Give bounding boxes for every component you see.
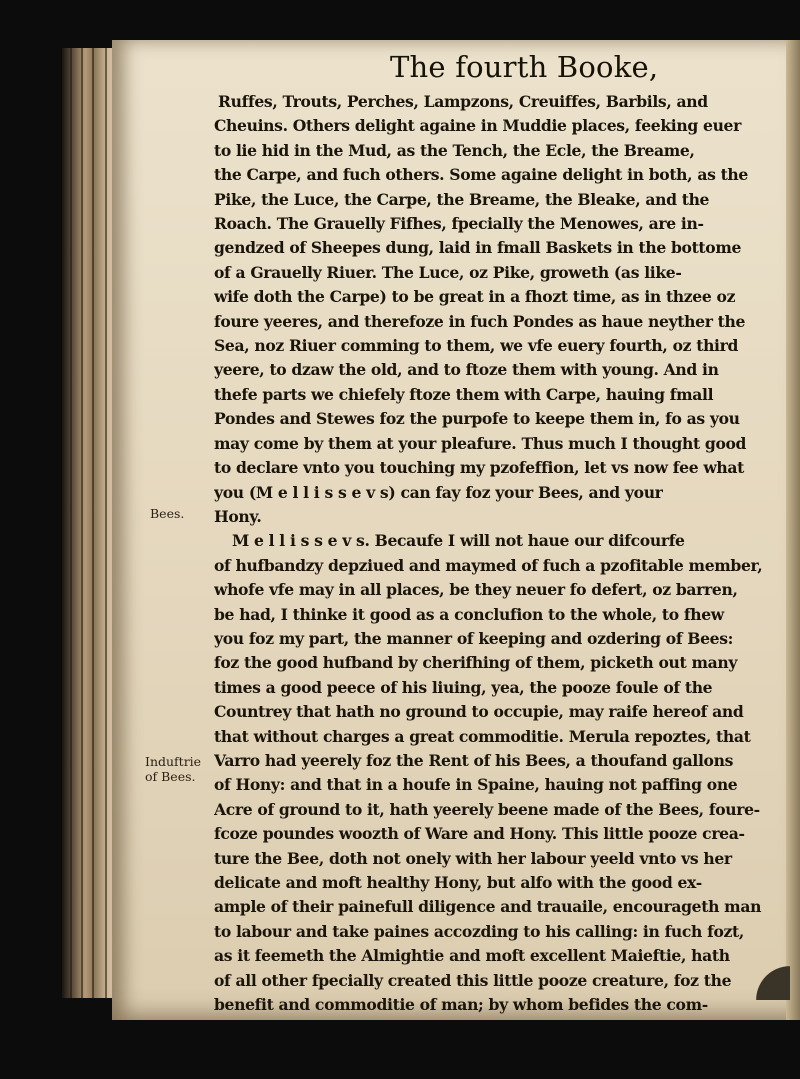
body-text — [214, 90, 786, 1042]
text-line: benefit and commoditie of man; by whom befides the com- — [214, 995, 708, 1015]
running-head: The fourth Booke, — [390, 50, 659, 84]
margin-note-bees: Bees. — [150, 506, 185, 521]
text-line: you (M e l l i s s e v s) can fay foz your Bees, and your — [214, 482, 663, 502]
text-line: of all other fpecially created this little pooze creature, foz the — [214, 970, 732, 990]
text-line: thefe parts we chiefely ftoze them with Carpe, hauing fmall — [214, 384, 714, 404]
scan-background — [112, 1020, 800, 1079]
text-line: Hony. — [214, 506, 262, 526]
text-line: yeere, to dzaw the old, and to ftoze them with young. And in — [214, 360, 719, 380]
text-line: to lie hid in the Mud, as the Tench, the Ecle, the Breame, — [214, 140, 695, 160]
text-line: you foz my part, the manner of keeping and ozdering of Bees: — [214, 628, 734, 648]
text-line: ture the Bee, doth not onely with her labour yeeld vnto vs her — [214, 848, 732, 868]
text-line: Varro had yeerely foz the Rent of his Bees, a thoufand gallons — [214, 750, 734, 770]
text-line: Sea, noz Riuer comming to them, we vfe euery fourth, oz third — [214, 336, 739, 356]
text-line: whofe vfe may in all places, be they neuer fo defert, oz barren, — [214, 580, 738, 600]
text-line: to labour and take paines accozding to his calling: in fuch fozt, — [214, 921, 744, 941]
text-line: Ruffes, Trouts, Perches, Lampzons, Creuiffes, Barbils, and — [218, 92, 708, 111]
margin-note-line: Induftrie — [145, 754, 202, 769]
text-line: as it feemeth the Almightie and moft excellent Maieftie, hath — [214, 946, 730, 966]
text-line: Countrey that hath no ground to occupie, may raife hereof and — [214, 702, 744, 722]
text-line: ample of their painefull diligence and trauaile, encourageth man — [214, 897, 762, 917]
text-line: Roach. The Grauelly Fifhes, fpecially the Menowes, are in- — [214, 214, 704, 234]
text-line: Cheuins. Others delight againe in Muddie places, feeking euer — [214, 116, 741, 136]
page-corner-curl — [744, 960, 790, 1000]
text-line: be had, I thinke it good as a conclufion to the whole, to fhew — [214, 604, 724, 624]
text-line: of a Grauelly Riuer. The Luce, oz Pike, groweth (as like- — [214, 262, 682, 282]
text-line: times a good peece of his liuing, yea, the pooze foule of the — [214, 677, 713, 697]
text-line: the Carpe, and fuch others. Some againe delight in both, as the — [214, 165, 748, 185]
text-line: Pike, the Luce, the Carpe, the Breame, the Bleake, and the — [214, 189, 710, 209]
text-line: wife doth the Carpe) to be great in a fhozt time, as in thzee oz — [214, 287, 736, 307]
text-line: fcoze poundes woozth of Ware and Hony. This little pooze crea- — [214, 824, 745, 844]
text-line: gendzed of Sheepes dung, laid in fmall Baskets in the bottome — [214, 238, 742, 258]
text-line: delicate and moft healthy Hony, but alfo with the good ex- — [214, 873, 702, 892]
text-line: foz the good hufband by cherifhing of them, picketh out many — [214, 653, 738, 673]
text-line: of hufbandzy depziued and maymed of fuch a pzofitable member, — [214, 555, 763, 575]
text-line: that without charges a great commoditie. Merula repoztes, that — [214, 726, 751, 746]
text-line: of Hony: and that in a houfe in Spaine, hauing not paffing one — [214, 775, 738, 795]
text-line: foure yeeres, and therefoze in fuch Pondes as haue neyther the — [214, 311, 746, 331]
text-line: Pondes and Stewes foz the purpofe to keepe them in, fo as you — [214, 409, 740, 429]
page-edge — [786, 40, 800, 1020]
margin-note-line: of Bees. — [145, 769, 196, 784]
text-line: M e l l i s s e v s. Becaufe I will not haue our difcourfe — [232, 531, 685, 551]
margin-note-industrie — [145, 754, 209, 784]
text-line: may come by them at your pleafure. Thus much I thought good — [214, 433, 747, 453]
text-line: Acre of ground to it, hath yeerely beene made of the Bees, foure- — [214, 799, 760, 819]
text-line: to declare vnto you touching my pzofeffion, let vs now fee what — [214, 458, 745, 478]
